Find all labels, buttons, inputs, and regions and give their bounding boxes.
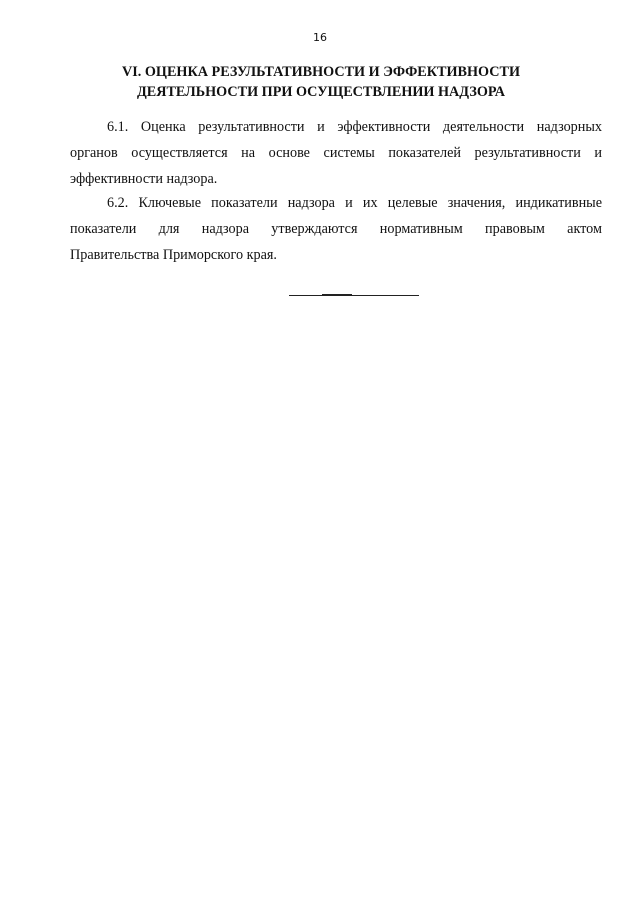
end-of-document-rule — [289, 295, 419, 296]
paragraph-6-1 — [70, 114, 602, 192]
paragraph-line: эффективности надзора. — [70, 171, 218, 187]
paragraph-6-2 — [70, 190, 602, 268]
paragraph-line: показатели для надзора утверждаются нормативным правовым актом — [70, 221, 602, 237]
paragraph-line: органов осуществляется на основе системы показателей результативности и — [70, 145, 602, 161]
end-of-document-rule-accent — [322, 294, 352, 296]
page-number: 16 — [313, 31, 327, 44]
section-title-line-1: VI. ОЦЕНКА РЕЗУЛЬТАТИВНОСТИ И ЭФФЕКТИВНОСТИ — [122, 64, 520, 80]
paragraph-line: 6.1. Оценка результативности и эффективности деятельности надзорных — [107, 119, 602, 135]
paragraph-line: 6.2. Ключевые показатели надзора и их целевые значения, индикативные — [107, 195, 602, 211]
paragraph-line: Правительства Приморского края. — [70, 247, 277, 263]
section-title — [70, 62, 572, 102]
section-title-line-2: ДЕЯТЕЛЬНОСТИ ПРИ ОСУЩЕСТВЛЕНИИ НАДЗОРА — [136, 84, 506, 100]
